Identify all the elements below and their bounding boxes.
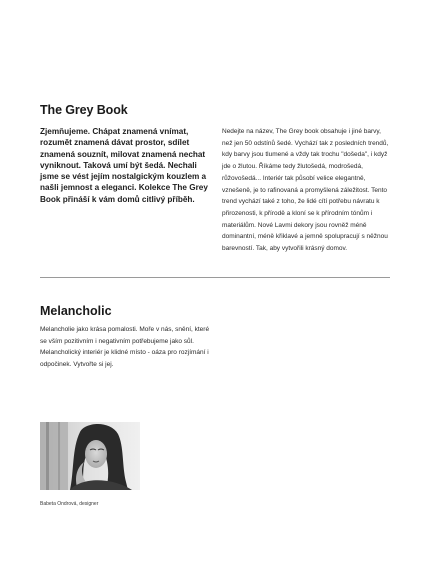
body-paragraph-right: Nedejte na název, The Grey book obsahuje i jiné barvy, než jen 50 odstínů šedé. Vychází tak z posledních trendů, kdy barvy jsou tlumené a vždy tak trochu "došeda", i když jde o žlutou. Říkáme tedy žlutošedá, modrošedá, růžovošedá... Interiér tak působí velice elegantně, vznešeně, je to rafinovaná a promyšlená záležitost. Tento trend vychází také z toho, že lidé cítí potřebu návratu k přirozenosti, k přírodě a kloní se k přírodním tónům i materiálům. Nové Lavmi dekory jsou rovněž méně dominantní, méně křiklavé a jemně spolupracují s něžnou barevností. Tak, aby vytvořili krásný domov. [222,128,389,253]
lead-paragraph: Zjemňujeme. Chápat znamená vnímat, rozumět znamená dávat prostor, sdílet znamená souznít, milovat znamená nechat vyniknout. Taková umí být šedá. Nechali jsme se vést jejím nostalgickým kouzlem a našli jemnost a eleganci. Kolekce The Grey Book přináší k vám domů citlivý příběh. [40,127,208,204]
section-title-melancholic: Melancholic [40,304,112,318]
melancholic-paragraph: Melancholie jako krása pomalosti. Moře v nás, snění, které se vším pozitivním i negativním potřebujeme jako sůl. Melancholický interiér je klidné místo - oáza pro rozjímání i odpočinek. Vytvořte si jej. [40,326,210,369]
portrait-photo [40,422,140,490]
photo-caption: Babeta Ondrová, designer [40,501,99,507]
section-title-grey-book: The Grey Book [40,103,128,117]
section-divider [40,277,390,278]
